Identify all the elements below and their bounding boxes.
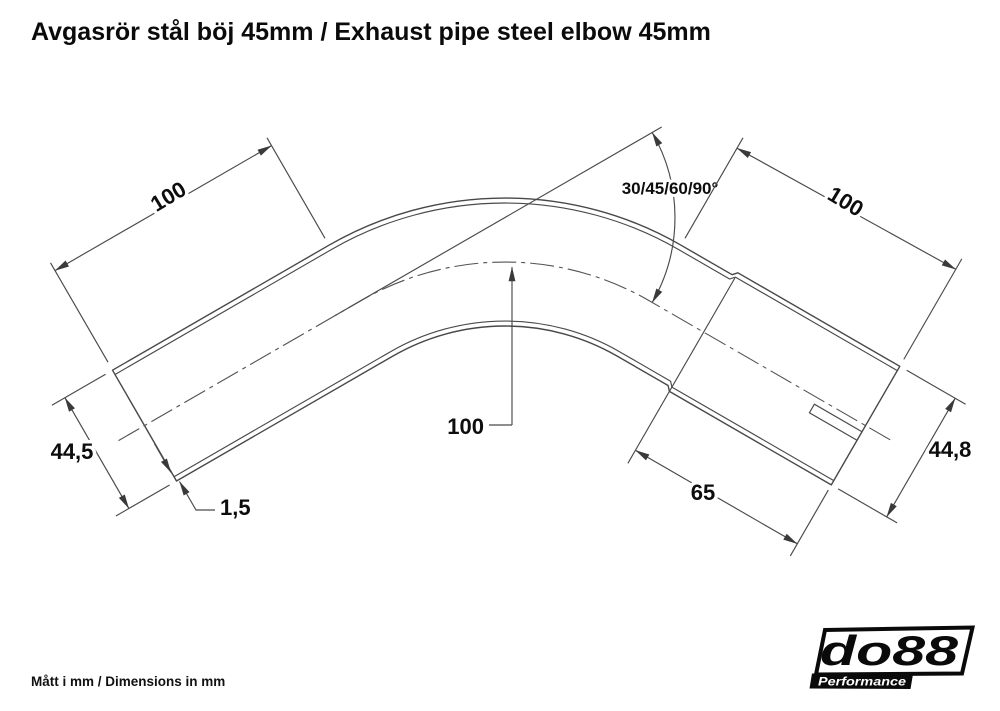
dim-expanded-section <box>628 278 828 556</box>
dim-wall-thickness-label: 1,5 <box>220 495 251 520</box>
extension-line <box>904 259 962 360</box>
axis-extension-line <box>335 127 662 316</box>
logo-brand-text: do88 <box>820 627 959 674</box>
extension-line <box>628 278 735 463</box>
pipe-wall-thickness-line-top <box>115 203 897 374</box>
extension-line <box>838 489 897 523</box>
dim-outlet-diameter <box>838 370 971 523</box>
extension-line <box>267 138 325 239</box>
dim-bend-radius <box>447 267 512 439</box>
slip-joint-slot <box>809 404 862 440</box>
extension-line <box>52 374 106 405</box>
pipe-elbow <box>113 198 900 485</box>
logo-tagline-text: Performance <box>818 676 907 689</box>
dim-left-leg-length <box>51 138 326 362</box>
thickness-arrow-lower-leader <box>180 482 216 511</box>
pipe-wall-thickness-line-bottom <box>174 321 834 481</box>
dim-right-leg-length <box>685 138 962 360</box>
extension-line <box>790 490 828 556</box>
pipe-outline <box>113 198 900 485</box>
dim-wall-thickness <box>155 444 251 520</box>
do88-logo <box>810 627 973 689</box>
extension-line <box>51 263 109 362</box>
dim-outlet-diameter-label: 44,8 <box>928 437 972 462</box>
dim-angle-label: 30/45/60/90° <box>621 179 719 198</box>
dim-inlet-diameter-label: 44,5 <box>50 439 94 464</box>
dimensions-note: Mått i mm / Dimensions in mm <box>31 674 226 689</box>
thickness-arrow-upper <box>155 444 172 473</box>
dimension-line <box>635 450 797 544</box>
page-title: Avgasrör stål böj 45mm / Exhaust pipe steel elbow 45mm <box>31 18 711 46</box>
dim-right-leg-length-label: 100 <box>823 181 868 222</box>
angle-arc <box>652 133 675 303</box>
dim-left-leg-length-label: 100 <box>146 176 191 217</box>
dim-bend-radius-label: 100 <box>447 414 484 439</box>
extension-line <box>907 370 966 404</box>
pipe-centerline <box>119 262 892 441</box>
dim-inlet-diameter <box>51 374 170 516</box>
dim-expanded-section-label: 65 <box>690 480 716 505</box>
